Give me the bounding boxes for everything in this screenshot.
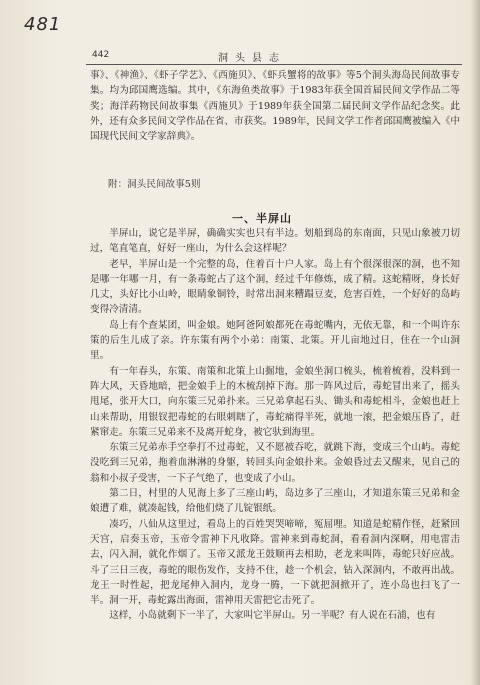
story-paragraph: 有一年春头，东策、南策和北策上山掘地，金娘坐洞口梳头，梳着梳着，没料到一阵大风，天昏地暗，把金娘手上的木梳刮掉下海。那一阵风过后，毒蛇冒出来了，摇头甩尾，张开大口，向东策三兄弟扑来。三兄弟拿起石头、锄头和毒蛇相斗，金娘也赶上山来帮助，用银钗把毒蛇的右眼刺瞎了，毒蛇痛得半死，就地一滚，把金娘压昏了，赶紧窜走。东策三兄弟来不及离开蛇身，被它驮到海里。: [90, 365, 460, 438]
intro-paragraph: 事》、《神渔》、《虾子学艺》、《西施贝》、《虾兵蟹将的故事》等5个洞头海岛民间故事专集。均为邱国鹰选编。其中，《东海鱼类故事》于1983年获全国首届民间文学作品二等奖；海洋药物民间故事集《西施贝》于1989年获全国第二届民间文学作品纪念奖。此外，还有众多民间文学作品在省、市获奖。1989年，民间文学工作者邱国鹰被编入《中国现代民间文学家辞典》。: [90, 70, 460, 143]
story-paragraph: 半屏山，说它是半屏，确确实实也只有半边。划船到岛的东南面，只见山象被刀切过，笔直笔直，好好一座山，为什么会这样呢？: [90, 228, 460, 255]
intro-section: [90, 68, 460, 144]
story-paragraph: 老早，半屏山是一个完整的岛，住着百十户人家。岛上有个很深很深的洞，也不知是哪一年哪一月，有一条毒蛇占了这个洞，经过千年修炼，成了精。这蛇精呀，身长好几丈，头好比小山岭，眼睛象铜铃，时常出洞来糟蹋豆麦，危害百姓，一个好好的岛屿变得冷清清。: [90, 258, 460, 316]
story-paragraph: 第二日，村里的人见海上多了三座山屿，岛边多了三座山，才知道东策三兄弟和金娘遭了难，就凑起钱，给他们烧了儿锭银纸。: [90, 488, 460, 515]
appendix-label: 附：洞头民间故事5则: [108, 179, 201, 190]
page-number: 442: [92, 50, 110, 60]
handwritten-margin-note: 481: [24, 14, 62, 35]
story-paragraph: 这样，小岛就剩下一半了，大家叫它半屏山。另一半呢？有人说在石浦，也有: [109, 610, 436, 622]
story-paragraph: 东策三兄弟赤手空拳打不过毒蛇，又不愿被吞吃，就跳下海，变成三个山屿。毒蛇没吃到三兄弟，拖着血淋淋的身躯，转回头向金娘扑来。金娘昏过去又醒来，见自己的翁和小叔子受害，一下子气绝了，也变成了小山。: [90, 442, 460, 484]
header-rule: [86, 64, 462, 65]
story-paragraph: 凑巧，八仙从这里过，看岛上的百姓哭哭啼啼，冤屈哩。知道是蛇精作怪，赶紧回天宫，启奏玉帝，玉帝令雷神下凡收降。雷神来到毒蛇洞，看看洞内深啊，用电雷击去，闪入洞，就化作烟了。玉帝又派龙王鼓顺再去相助，老龙来叫阵，毒蛇只好应战。斗了三日三夜，毒蛇的眼伤发作，支持不住，趁一个机会，钻入深洞内，不敢再出战。龙王一时性起，把龙尾伸入洞内，龙身一腾，一下就把洞掀开了，连小岛也扫飞了一半。洞一开，毒蛇露出海面，雷神用天雷把它击死了。: [90, 518, 460, 607]
running-header-title: 洞头县志: [218, 53, 286, 64]
binding-shadow: [470, 0, 480, 685]
story-title: 一、半屏山: [232, 212, 292, 225]
story-body: [90, 226, 460, 624]
story-paragraph: 岛上有个查某团，叫金娘。她阿爸阿娘都死在毒蛇嘴内，无依无靠，和一个叫许东策的后生儿成了亲。许东策有两个小弟：南策、北策。开儿亩地过日，住在一个山洞里。: [90, 319, 460, 362]
